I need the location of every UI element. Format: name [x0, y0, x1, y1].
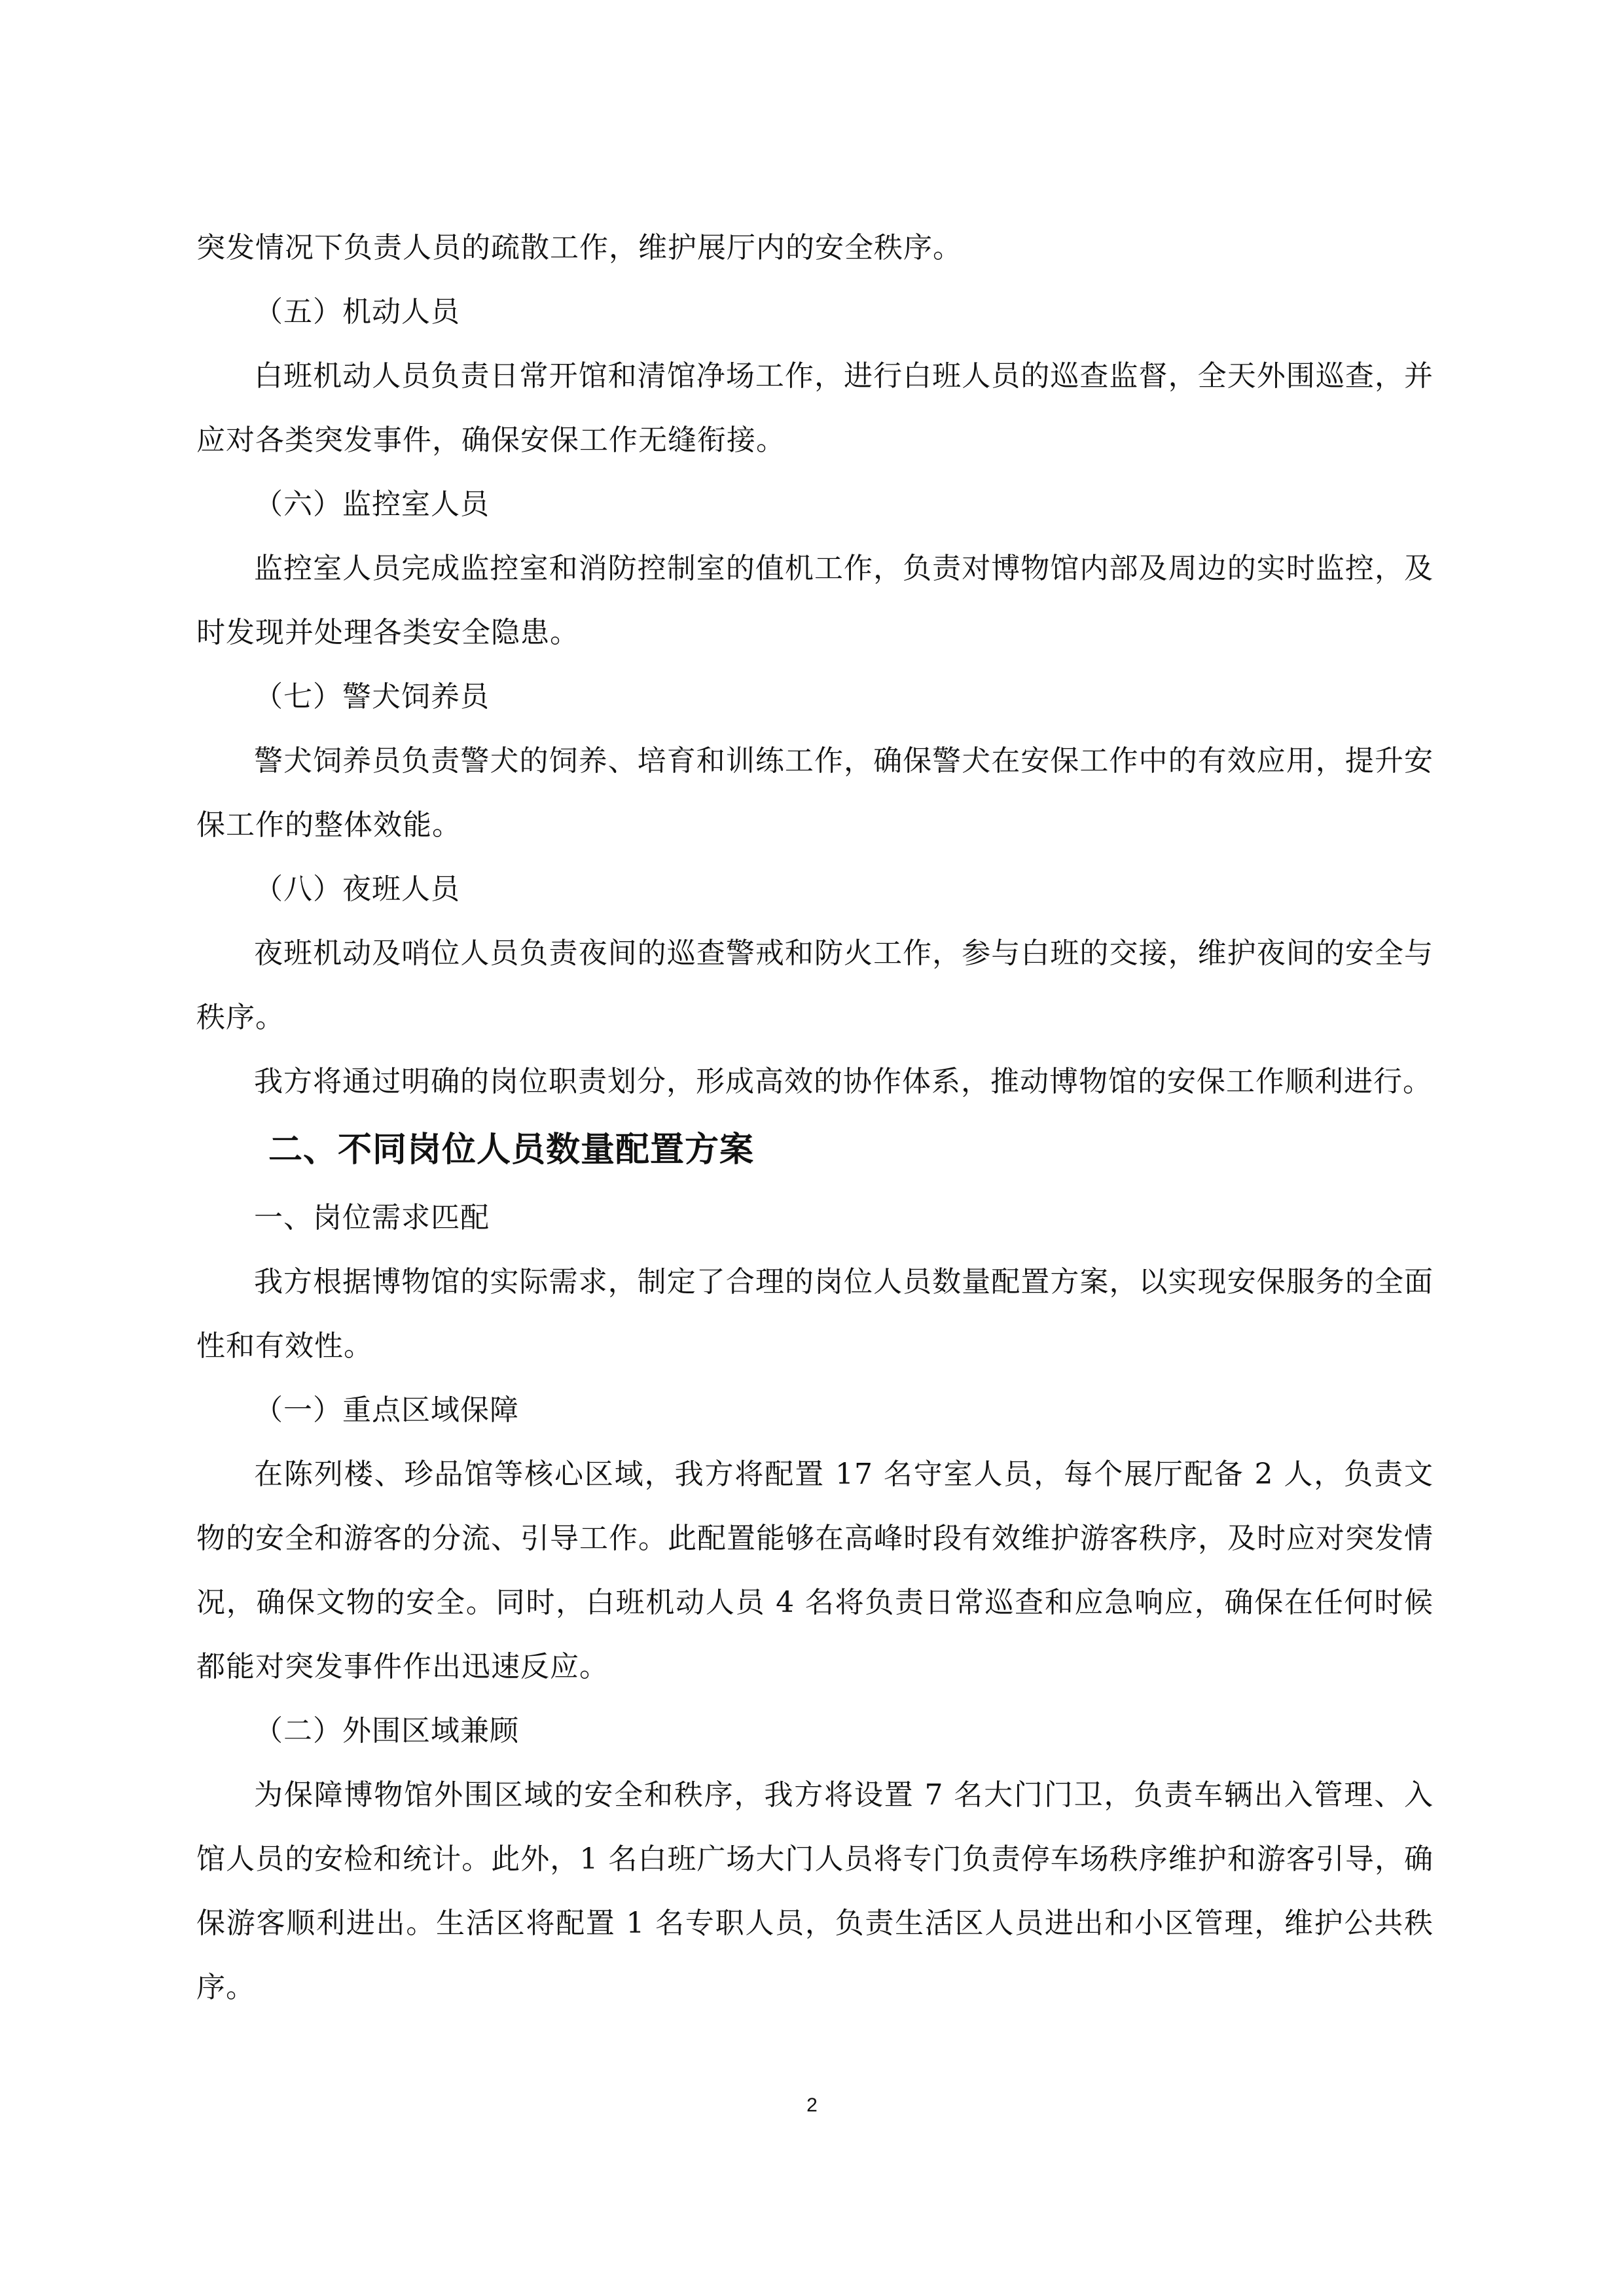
paragraph-post-matching: 我方根据博物馆的实际需求，制定了合理的岗位人员数量配置方案，以实现安保服务的全面性和有效性。: [196, 1265, 1434, 1363]
paragraph-key-areas: 在陈列楼、珍品馆等核心区域，我方将配置 17 名守室人员，每个展厅配备 2 人，负责文物的安全和游客的分流、引导工作。此配置能够在高峰时段有效维护游客秩序，及时应对突发情况，确保文物的安全。同时，白班机动人员 4 名将负责日常巡查和应急响应，确保在任何时候都能对突发事件作出迅速反应。: [196, 1458, 1434, 1683]
paragraph-monitoring-room: 监控室人员完成监控室和消防控制室的值机工作，负责对博物馆内部及周边的实时监控，及时发现并处理各类安全隐患。: [196, 552, 1434, 649]
subheading-perimeter-areas: （二）外围区域兼顾: [254, 1714, 519, 1748]
document-page: [196, 216, 1434, 2020]
page-number: 2: [806, 2094, 818, 2116]
section-heading-staffing-plan: 二、不同岗位人员数量配置方案: [268, 1130, 755, 1170]
subheading-key-areas: （一）重点区域保障: [254, 1393, 519, 1427]
subheading-mobile-staff: （五）机动人员: [254, 295, 460, 329]
paragraph-mobile-staff: 白班机动人员负责日常开馆和清馆净场工作，进行白班人员的巡查监督，全天外围巡查，并应对各类突发事件，确保安保工作无缝衔接。: [196, 359, 1434, 457]
paragraph-evacuation: 突发情况下负责人员的疏散工作，维护展厅内的安全秩序。: [196, 231, 962, 264]
subheading-monitoring-room: （六）监控室人员: [254, 488, 490, 521]
paragraph-night-shift: 夜班机动及哨位人员负责夜间的巡查警戒和防火工作，参与白班的交接，维护夜间的安全与秩序。: [196, 937, 1434, 1034]
subheading-night-shift: （八）夜班人员: [254, 872, 460, 906]
paragraph-perimeter-areas: 为保障博物馆外围区域的安全和秩序，我方将设置 7 名大门门卫，负责车辆出入管理、入馆人员的安检和统计。此外，1 名白班广场大门人员将专门负责停车场秩序维护和游客引导，确保游客顺利进出。生活区将配置 1 名专职人员，负责生活区人员进出和小区管理，维护公共秩序。: [196, 1778, 1434, 2004]
subheading-post-matching: 一、岗位需求匹配: [254, 1201, 490, 1234]
subheading-dog-handler: （七）警犬饲养员: [254, 680, 490, 713]
paragraph-summary: 我方将通过明确的岗位职责划分，形成高效的协作体系，推动博物馆的安保工作顺利进行。: [254, 1065, 1432, 1098]
paragraph-dog-handler: 警犬饲养员负责警犬的饲养、培育和训练工作，确保警犬在安保工作中的有效应用，提升安保工作的整体效能。: [196, 744, 1434, 842]
